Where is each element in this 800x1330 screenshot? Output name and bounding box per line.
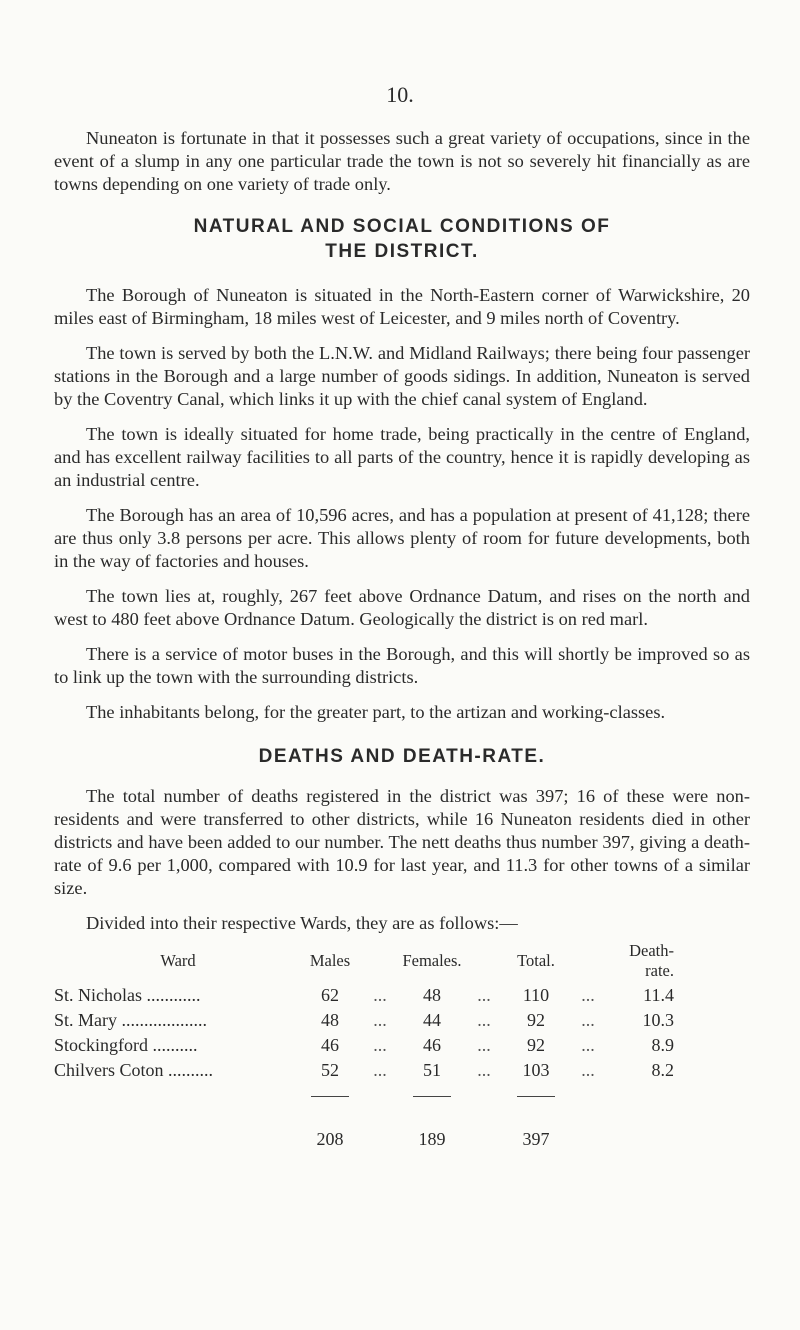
death-rate-value: 11.4 <box>643 985 674 1005</box>
total-value: 92 <box>527 1010 545 1030</box>
sum-rule <box>311 1096 349 1097</box>
header-ward: Ward <box>160 951 196 970</box>
males-value: 52 <box>321 1060 339 1080</box>
section-heading-deaths: DEATHS AND DEATH-RATE. <box>258 746 546 767</box>
paragraph-elevation: The town lies at, roughly, 267 feet above Ordnance Datum, and rises on the north and west to 480 feet above Ordnance Datum. Geologically the district is on red marl. <box>54 586 750 629</box>
header-total: Total. <box>517 951 555 970</box>
paragraph-buses: There is a service of motor buses in the Borough, and this will shortly be improved so as to link up the town with the surrounding districts. <box>54 644 750 687</box>
intro-paragraph: Nuneaton is fortunate in that it possesses such a great variety of occupations, since in the event of a slump in any one particular trade the town is not so severely hit financially as are towns depending on one variety of trade only. <box>54 128 750 194</box>
leader-dots: ... <box>581 1035 595 1055</box>
total-value: 110 <box>522 985 550 1005</box>
females-value: 48 <box>423 985 441 1005</box>
header-males: Males <box>309 951 351 970</box>
table-row <box>54 983 674 1008</box>
section-heading-line-1: NATURAL AND SOCIAL CONDITIONS OF <box>193 216 611 237</box>
ward-name: St. Nicholas ............ <box>54 985 201 1005</box>
leader-dots: ... <box>477 1035 491 1055</box>
paragraph-trade: The town is ideally situated for home trade, being practically in the centre of England, and has excellent railway facilities to all parts of the country, hence it is rapidly developing as an industrial centre. <box>54 424 750 490</box>
header-death-rate: Death-rate. <box>629 941 674 980</box>
males-total: 208 <box>316 1129 344 1149</box>
table-header-row <box>54 939 674 983</box>
table-rules-row <box>54 1083 674 1108</box>
header-females: Females. <box>402 951 462 970</box>
leader-dots: ... <box>581 1010 595 1030</box>
leader-dots: ... <box>373 985 387 1005</box>
leader-dots: ... <box>581 985 595 1005</box>
leader-dots: ... <box>373 1035 387 1055</box>
paragraph-inhabitants: The inhabitants belong, for the greater part, to the artizan and working-classes. <box>86 702 666 722</box>
ward-name: Stockingford .......... <box>54 1035 198 1055</box>
page-number: 10. <box>386 82 414 107</box>
paragraph-location: The Borough of Nuneaton is situated in the North-Eastern corner of Warwickshire, 20 miles east of Birmingham, 18 miles west of Leicester, and 9 miles north of Coventry. <box>54 285 750 328</box>
wards-table <box>54 939 674 1152</box>
paragraph-deaths: The total number of deaths registered in the district was 397; 16 of these were non-residents and were transferred to other districts, while 16 Nuneaton residents died in other districts and have been added to our number. The nett deaths thus number 397, giving a death-rate of 9.6 per 1,000, compared with 10.9 for last year, and 11.3 for other towns of a similar size. <box>54 786 750 898</box>
females-value: 46 <box>423 1035 441 1055</box>
ward-name: St. Mary ................... <box>54 1010 207 1030</box>
females-total: 189 <box>418 1129 446 1149</box>
table-row <box>54 1033 674 1058</box>
document-body <box>54 127 750 1152</box>
total-value: 92 <box>527 1035 545 1055</box>
paragraph-railways: The town is served by both the L.N.W. and Midland Railways; there being four passenger stations in the Borough and a large number of goods sidings. In addition, Nuneaton is served by the Coventry Canal, which links it up with the chief canal system of England. <box>54 343 750 409</box>
sum-rule <box>413 1096 451 1097</box>
males-value: 62 <box>321 985 339 1005</box>
table-row <box>54 1058 674 1083</box>
table-totals-row <box>54 1108 674 1152</box>
table-row <box>54 1008 674 1033</box>
grand-total: 397 <box>522 1129 550 1149</box>
ward-name: Chilvers Coton .......... <box>54 1060 214 1080</box>
leader-dots: ... <box>477 985 491 1005</box>
total-value: 103 <box>522 1060 550 1080</box>
paragraph-wards-intro: Divided into their respective Wards, they are as follows:— <box>86 913 518 933</box>
death-rate-value: 10.3 <box>642 1010 674 1030</box>
death-rate-value: 8.9 <box>651 1035 674 1055</box>
females-value: 44 <box>423 1010 441 1030</box>
leader-dots: ... <box>373 1060 387 1080</box>
paragraph-area-population: The Borough has an area of 10,596 acres, and has a population at present of 41,128; there are thus only 3.8 persons per acre. This allows plenty of room for future developments, both in the way of factories and houses. <box>54 505 750 571</box>
sum-rule <box>517 1096 555 1097</box>
leader-dots: ... <box>581 1060 595 1080</box>
section-heading-conditions <box>54 214 750 264</box>
males-value: 48 <box>321 1010 339 1030</box>
females-value: 51 <box>423 1060 441 1080</box>
section-heading-line-2: THE DISTRICT. <box>325 241 479 262</box>
leader-dots: ... <box>477 1060 491 1080</box>
males-value: 46 <box>321 1035 339 1055</box>
death-rate-value: 8.2 <box>651 1060 674 1080</box>
leader-dots: ... <box>477 1010 491 1030</box>
leader-dots: ... <box>373 1010 387 1030</box>
